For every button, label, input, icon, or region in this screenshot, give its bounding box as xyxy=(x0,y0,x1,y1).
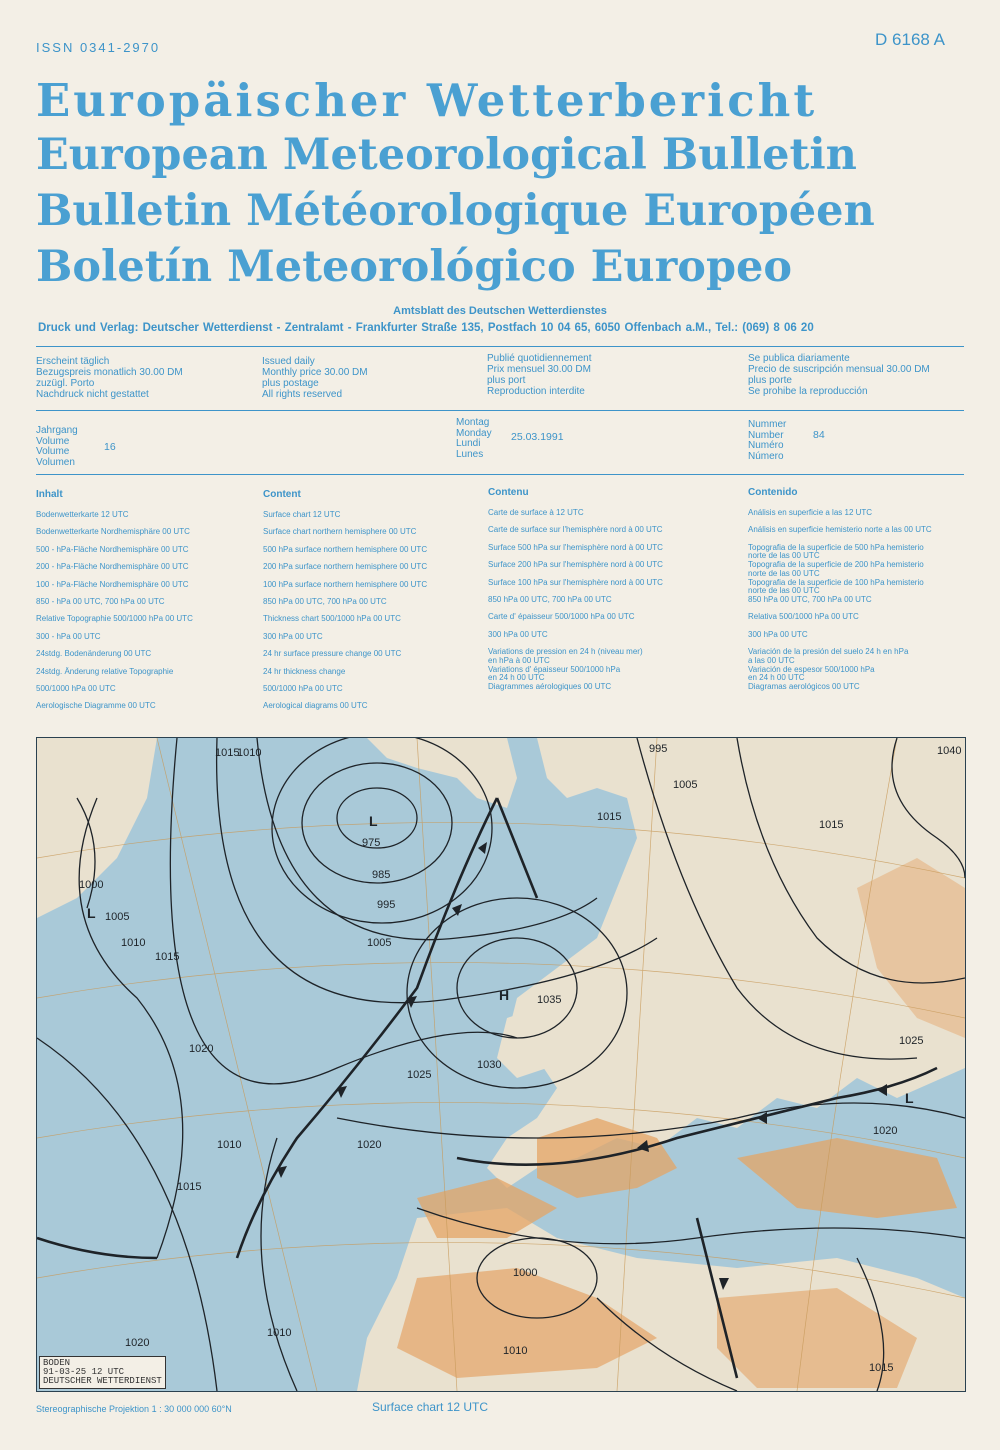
contents-item: Surface 200 hPa sur l'hemisphère nord à 00 UTC xyxy=(488,560,663,570)
contents-item: Bodenwetterkarte Nordhemisphäre 00 UTC xyxy=(36,527,190,537)
isobar-label: 995 xyxy=(377,899,396,911)
contents-item: 500 - hPa-Fläche Nordhemisphäre 00 UTC xyxy=(36,544,189,554)
title-english: European Meteorological Bulletin xyxy=(36,130,857,180)
contents-item: 500/1000 hPa 00 UTC xyxy=(36,683,116,693)
contents-item: 24 hr thickness change xyxy=(263,666,346,676)
publisher-line: Druck und Verlag: Deutscher Wetterdienst - Zentralamt - Frankfurter Straße 135, Postfach 10 04 65, 6050 Offenbach a.M., Tel.: (069) 8 06 20 xyxy=(38,322,814,334)
isobar-label: 1015 xyxy=(155,951,180,963)
isobar-label: 1025 xyxy=(407,1069,432,1081)
isobar-label: 1000 xyxy=(79,879,104,891)
contents-item: Aerologische Diagramme 00 UTC xyxy=(36,701,156,711)
contents-item: 850 - hPa 00 UTC, 700 hPa 00 UTC xyxy=(36,596,165,606)
isobar-label: 1020 xyxy=(873,1125,898,1137)
contents-item: Análisis en superficie a las 12 UTC xyxy=(748,508,873,517)
title-spanish: Boletín Meteorológico Europeo xyxy=(36,242,793,292)
isobar-label: 1015 xyxy=(869,1362,894,1374)
contents-item: Surface chart 12 UTC xyxy=(263,510,341,519)
contents-item: 200 hPa surface northern hemisphere 00 UTC xyxy=(263,562,428,572)
contents-item: Topografia de la superficie de 100 hPa hemisterio norte de las 00 UTC xyxy=(748,577,924,596)
contents-item: Diagrammes aérologiques 00 UTC xyxy=(488,681,612,691)
contents-item: 500/1000 hPa 00 UTC xyxy=(263,683,343,693)
issn: ISSN 0341-2970 xyxy=(36,40,161,55)
contents-item: 500 hPa surface northern hemisphere 00 UTC xyxy=(263,544,428,554)
issue-number: 84 xyxy=(813,429,825,441)
contents-heading: Inhalt xyxy=(36,489,63,500)
isobar-label: 1015 xyxy=(819,819,844,831)
contents-heading: Contenido xyxy=(748,487,798,498)
contents-item: 300 hPa 00 UTC xyxy=(748,629,808,639)
volume-labels: Jahrgang Volume Volume Volumen xyxy=(36,425,78,468)
isobar-label: 1005 xyxy=(673,779,698,791)
contents-list xyxy=(263,511,483,720)
svg-text:L: L xyxy=(369,813,378,829)
contents-item: Variación de la presión del suelo 24 h en hPa a las 00 UTC xyxy=(748,647,909,665)
svg-text:L: L xyxy=(87,905,96,921)
contents-item: Carte de surface à 12 UTC xyxy=(488,508,584,517)
title-german: Europäischer Wetterbericht xyxy=(36,74,818,127)
contents-item: Variations de pression en 24 h (niveau mer) en hPa à 00 UTC xyxy=(488,647,643,665)
contents-list xyxy=(36,511,256,720)
isobar-label: 1005 xyxy=(367,937,392,949)
isobar-label: 1025 xyxy=(899,1035,924,1047)
volume-value: 16 xyxy=(104,441,116,453)
svg-text:L: L xyxy=(905,1090,914,1106)
issue-date: 25.03.1991 xyxy=(511,431,564,443)
surface-weather-map xyxy=(36,737,966,1392)
isobar-label: 1010 xyxy=(503,1345,528,1357)
contents-item: Surface 500 hPa sur l'hemisphère nord à 00 UTC xyxy=(488,542,663,552)
contents-item: 24stdg. Bodenänderung 00 UTC xyxy=(36,649,152,659)
isobar-label: 1010 xyxy=(217,1139,242,1151)
isobar-label: 1020 xyxy=(357,1139,382,1151)
divider xyxy=(36,474,964,475)
contents-item: 300 - hPa 00 UTC xyxy=(36,631,101,641)
isobar-label: 1000 xyxy=(513,1267,538,1279)
contents-item: Thickness chart 500/1000 hPa 00 UTC xyxy=(263,614,401,624)
isobar-label: 985 xyxy=(372,869,391,881)
isobar-label: 1010 xyxy=(267,1327,292,1339)
divider xyxy=(36,410,964,411)
contents-item: Carte d' épaisseur 500/1000 hPa 00 UTC xyxy=(488,612,635,622)
contents-item: Diagramas aerológicos 00 UTC xyxy=(748,681,860,691)
contents-item: 24 hr surface pressure change 00 UTC xyxy=(263,649,402,659)
contents-item: 100 - hPa-Fläche Nordhemisphäre 00 UTC xyxy=(36,579,189,589)
contents-item: 300 hPa 00 UTC xyxy=(488,629,548,639)
contents-item: Topografia de la superficie de 500 hPa hemisterio norte de las 00 UTC xyxy=(748,542,924,561)
contents-item: Variations d' épaisseur 500/1000 hPa en 24 h 00 UTC xyxy=(488,664,621,683)
isobar-label: 1040 xyxy=(937,745,962,757)
contents-item: 300 hPa 00 UTC xyxy=(263,631,323,641)
contents-item: Topografia de la superficie de 200 hPa hemisterio norte de las 00 UTC xyxy=(748,560,924,578)
contents-german xyxy=(36,489,256,720)
map-caption: Surface chart 12 UTC xyxy=(372,1400,489,1414)
contents-item: Surface 100 hPa sur l'hemisphère nord à 00 UTC xyxy=(488,577,663,587)
contents-list xyxy=(488,509,738,700)
contents-item: Relativa 500/1000 hPa 00 UTC xyxy=(748,612,859,622)
divider xyxy=(36,346,964,347)
weekday-labels: Montag Monday Lundi Lunes xyxy=(456,417,492,460)
contents-item: Variación de espesor 500/1000 hPa en 24 h 00 UTC xyxy=(748,664,875,683)
contents-item: 850 hPa 00 UTC, 700 hPa 00 UTC xyxy=(488,594,612,604)
contents-item: 850 hPa 00 UTC, 700 hPa 00 UTC xyxy=(263,596,387,606)
isobar-label: 1030 xyxy=(477,1059,502,1071)
info-french: Publié quotidiennement Prix mensuel 30.00 DM plus port Reproduction interdite xyxy=(487,353,592,397)
isobar-label: 1015 xyxy=(597,811,622,823)
info-german: Erscheint täglich Bezugspreis monatlich 30.00 DM zuzügl. Porto Nachdruck nicht gestattet xyxy=(36,356,183,400)
projection-note: Stereographische Projektion 1 : 30 000 000 60°N xyxy=(36,1404,232,1414)
contents-heading: Content xyxy=(263,489,301,500)
isobar-label: 1005 xyxy=(105,911,130,923)
isobar-label: 1020 xyxy=(189,1043,214,1055)
contents-item: Bodenwetterkarte 12 UTC xyxy=(36,510,129,519)
number-labels: Nummer Number Numéro Número xyxy=(748,419,787,462)
isobar-label: 975 xyxy=(362,837,381,849)
isobar-label: 1015 xyxy=(215,747,240,759)
contents-list xyxy=(748,509,968,700)
isobar-label: 1020 xyxy=(125,1337,150,1349)
contents-french xyxy=(488,487,738,700)
info-spanish: Se publica diariamente Precio de suscripción mensual 30.00 DM plus porte Se prohibe la reproducción xyxy=(748,353,930,397)
contents-item: 850 hPa 00 UTC, 700 hPa 00 UTC xyxy=(748,594,872,604)
title-french: Bulletin Météorologique Européen xyxy=(36,186,875,236)
info-english: Issued daily Monthly price 30.00 DM plus postage All rights reserved xyxy=(262,356,368,400)
contents-heading: Contenu xyxy=(488,487,529,498)
contents-item: Aerological diagrams 00 UTC xyxy=(263,701,368,711)
contents-spanish xyxy=(748,487,968,700)
map-graphic xyxy=(37,738,965,1391)
contents-item: 100 hPa surface northern hemisphere 00 UTC xyxy=(263,579,428,589)
map-stamp: BODEN 91-03-25 12 UTC DEUTSCHER WETTERDIENST xyxy=(39,1356,166,1389)
contents-item: Análisis en superficie hemisterio norte a las 00 UTC xyxy=(748,525,932,535)
contents-item: Relative Topographie 500/1000 hPa 00 UTC xyxy=(36,614,193,624)
isobar-label: 1015 xyxy=(177,1181,202,1193)
contents-item: Carte de surface sur l'hemisphère nord à 00 UTC xyxy=(488,525,663,535)
official-gazette-line: Amtsblatt des Deutschen Wetterdienstes xyxy=(393,305,607,317)
isobar-label: 1010 xyxy=(237,747,262,759)
isobar-label: 1010 xyxy=(121,937,146,949)
contents-english xyxy=(263,489,483,720)
isobar-label: 995 xyxy=(649,743,668,755)
contents-item: Surface chart northern hemisphere 00 UTC xyxy=(263,527,417,537)
contents-item: 24stdg. Änderung relative Topographie xyxy=(36,666,174,676)
contents-item: 200 - hPa-Fläche Nordhemisphäre 00 UTC xyxy=(36,562,189,572)
publication-code: D 6168 A xyxy=(875,30,945,49)
isobar-label: 1035 xyxy=(537,994,562,1006)
svg-text:H: H xyxy=(499,987,510,1003)
